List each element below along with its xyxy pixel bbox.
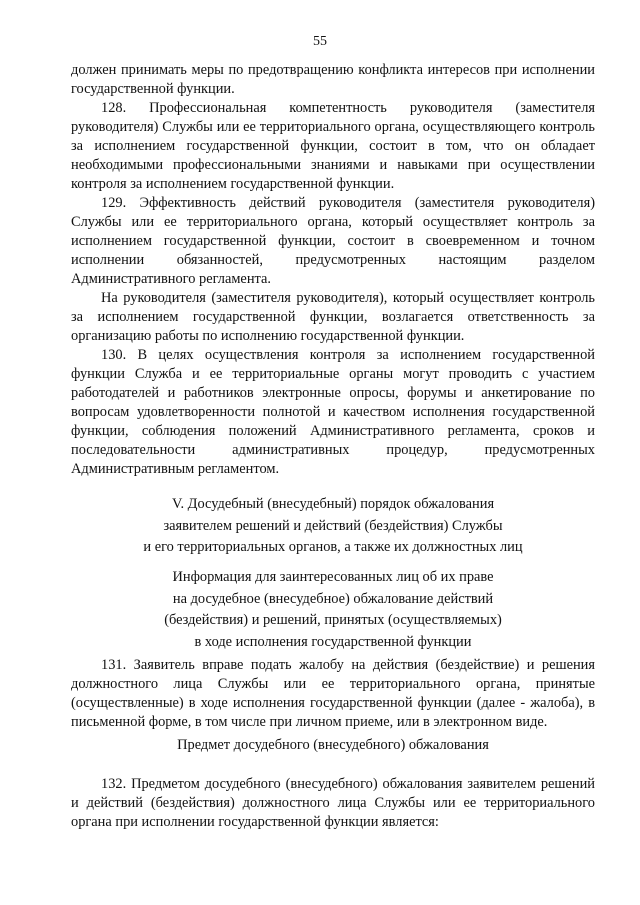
- paragraph-conflict-of-interest: должен принимать меры по предотвращению конфликта интересов при исполнении государственной функции.: [71, 62, 595, 97]
- paragraph-132: 132. Предметом досудебного (внесудебного) обжалования заявителем решений и действий (бездействия) должностного лица Службы или ее территориального органа при исполнении государственной функции является:: [71, 776, 595, 830]
- text-block-complaint-right: [71, 656, 595, 732]
- paragraph-129-responsibility: На руководителя (заместителя руководителя), который осуществляет контроль за исполнением государственной функции, возлагается ответственность за организацию работы по исполнению государственной функции.: [71, 290, 595, 344]
- section-heading-line: и его территориальных органов, а также их должностных лиц: [143, 539, 523, 555]
- text-block-subject: [71, 775, 595, 832]
- section-heading-line: V. Досудебный (внесудебный) порядок обжалования: [171, 496, 495, 512]
- subsection-heading-information: [71, 567, 595, 653]
- page-number: 55: [313, 34, 327, 49]
- text-block-controls: [71, 61, 595, 479]
- section-heading-line: заявителем решений и действий (бездействия) Службы: [163, 517, 503, 534]
- subsection-heading-line: Предмет досудебного (внесудебного) обжалования: [177, 737, 489, 753]
- subsection-heading-line: в ходе исполнения государственной функции: [194, 633, 472, 650]
- paragraph-129: 129. Эффективность действий руководителя (заместителя руководителя) Службы или ее территориального органа, который осуществляет контроль за исполнением государственной функции, состоит в своевременном и точном исполнении обязанностей, предусмотренных настоящим разделом Административного регламента.: [71, 195, 595, 287]
- section-heading-v: [71, 494, 595, 559]
- paragraph-128: 128. Профессиональная компетентность руководителя (заместителя руководителя) Службы или ее территориального органа, осуществляющего контроль за исполнением государственной функции, состоит в том, что он обладает необходимыми профессиональными знаниями и навыками при осуществлении контроля за исполнением государственной функции.: [71, 100, 595, 192]
- subsection-heading-line: (бездействия) и решений, принятых (осуществляемых): [164, 612, 502, 628]
- subsection-heading-line: Информация для заинтересованных лиц об их праве: [172, 569, 494, 585]
- paragraph-131: 131. Заявитель вправе подать жалобу на действия (бездействие) и решения должностного лица Службы или ее территориального органа, принятые (осуществленные) в ходе исполнения государственной функции (далее - жалоба), в письменной форме, в том числе при личном приеме, или в электронном виде.: [71, 657, 595, 730]
- subsection-heading-subject: [71, 735, 595, 757]
- subsection-heading-line: на досудебное (внесудебное) обжалование действий: [172, 590, 494, 607]
- paragraph-130: 130. В целях осуществления контроля за исполнением государственной функции Служба и ее территориальные органы могут проводить с участием работодателей и работников электронные опросы, форумы и анкетирование по вопросам удовлетворенности полнотой и качеством исполнения государственной функции, соблюдения положений Административного регламента, сроков и последовательности административных процедур, предусмотренных Административным регламентом.: [71, 347, 595, 477]
